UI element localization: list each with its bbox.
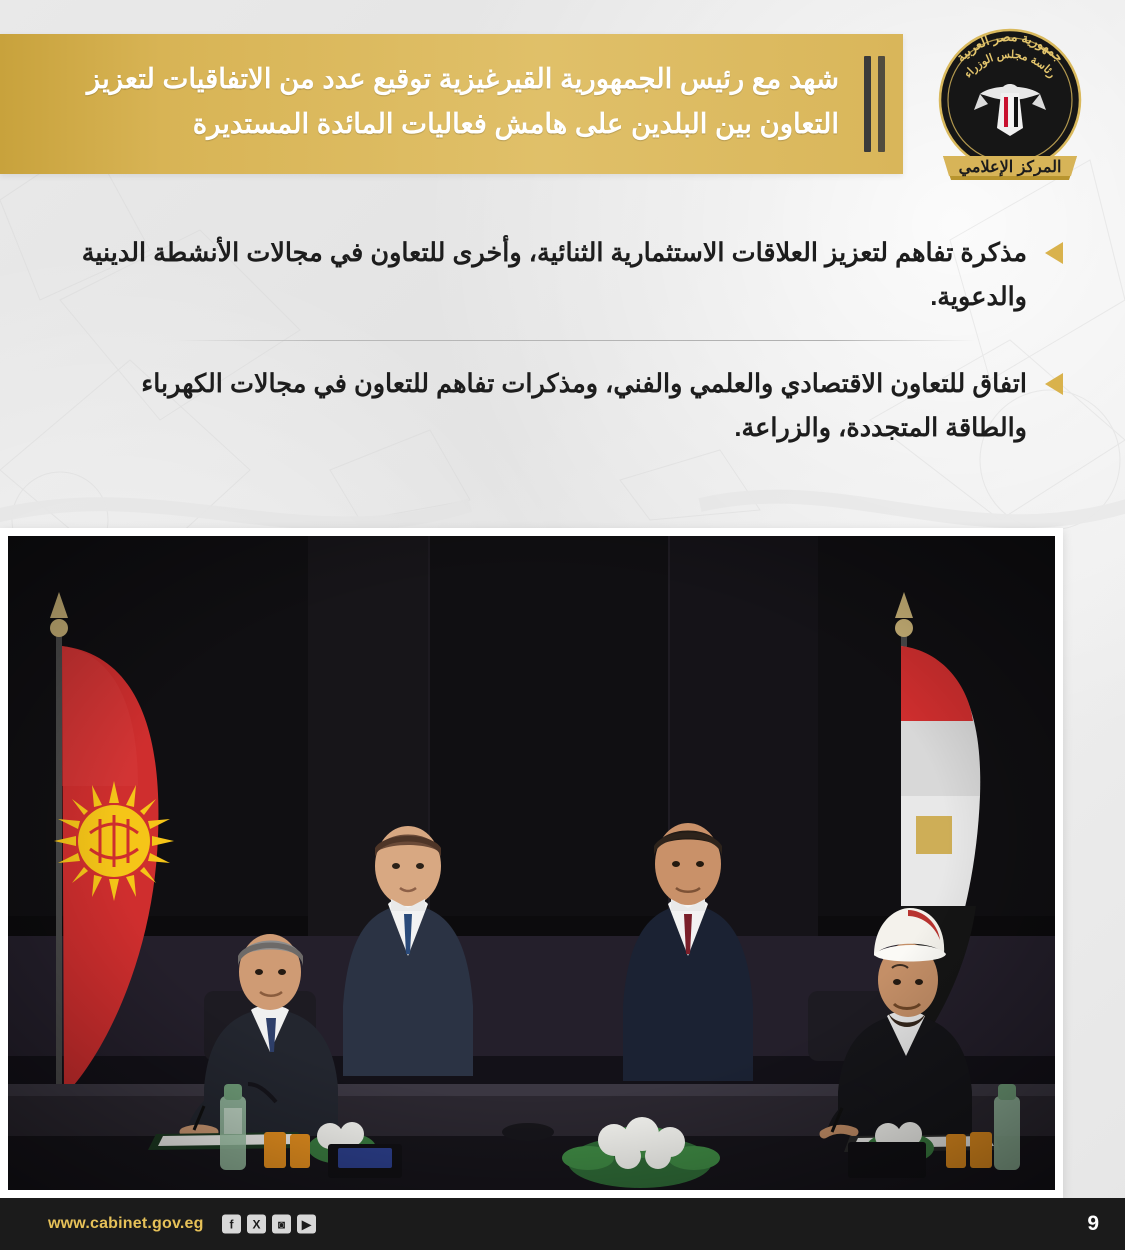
bullet-divider — [176, 340, 975, 341]
list-item-label: مذكرة تفاهم لتعزيز العلاقات الاستثمارية الثنائية، وأخرى للتعاون في مجالات الأنشطة الدينية والدعوية. — [81, 239, 1027, 311]
cabinet-media-center-logo — [919, 14, 1101, 186]
svg-text:رئاسة مجلس الوزراء: رئاسة مجلس الوزراء — [962, 48, 1058, 81]
bullet-list — [0, 216, 1125, 464]
page-footer — [0, 1198, 1125, 1250]
signing-ceremony-photo — [8, 536, 1055, 1190]
instagram-icon[interactable]: ◙ — [272, 1215, 291, 1234]
egypt-eagle-emblem-icon — [919, 14, 1101, 186]
list-item — [56, 347, 1065, 465]
svg-text:المركز الإعلامي: المركز الإعلامي — [958, 159, 1062, 176]
chevron-left-icon — [1043, 371, 1065, 397]
headline-banner — [0, 34, 903, 174]
x-twitter-icon[interactable]: X — [247, 1215, 266, 1234]
page-number: 9 — [1087, 1212, 1099, 1235]
social-icons — [222, 1215, 316, 1234]
chevron-left-icon — [1043, 240, 1065, 266]
photo-frame — [0, 528, 1063, 1198]
page-header — [0, 0, 1125, 200]
banner-accent-bars — [864, 56, 885, 152]
svg-text:جمهورية مصر العربية: جمهورية مصر العربية — [953, 29, 1067, 65]
facebook-icon[interactable]: f — [222, 1215, 241, 1234]
page-title: شهد مع رئيس الجمهورية القيرغيزية توقيع عدد من الاتفاقيات لتعزيز التعاون بين البلدين على هامش فعاليات المائدة المستديرة — [86, 63, 839, 139]
list-item — [56, 216, 1065, 334]
website-link[interactable]: www.cabinet.gov.eg — [48, 1215, 204, 1232]
youtube-icon[interactable]: ▶ — [297, 1215, 316, 1234]
list-item-label: اتفاق للتعاون الاقتصادي والعلمي والفني، ومذكرات تفاهم للتعاون في مجالات الكهرباء والطاقة المتجددة، والزراعة. — [141, 369, 1027, 442]
